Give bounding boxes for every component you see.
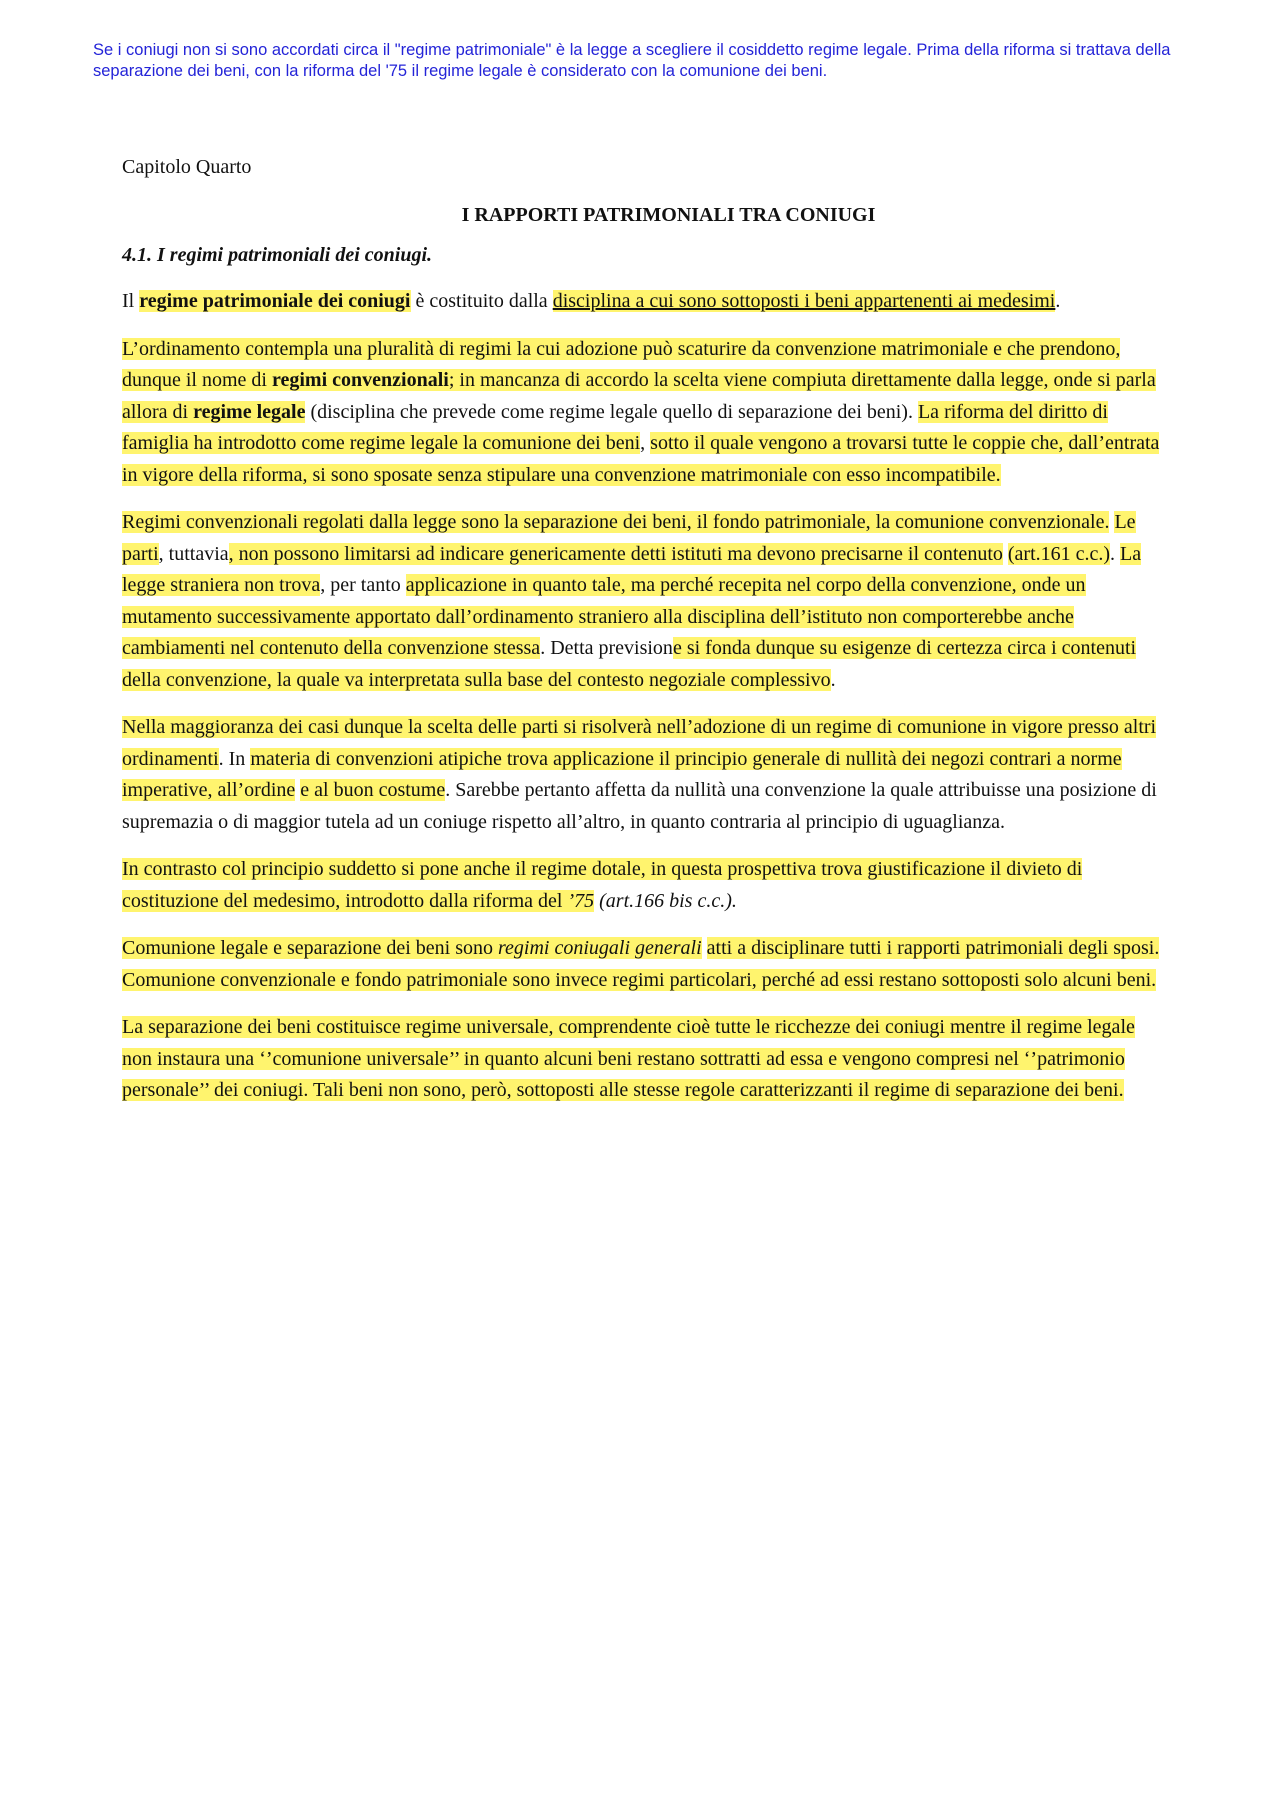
highlighted-text: regime patrimoniale dei coniugi (139, 290, 411, 312)
highlighted-text: applicazione in quanto tale, ma perché recepita nel corpo della convenzione, onde un mutamento successivamente apportato dall’ordinamento straniero alla disciplina dell’istituto non comporterebbe anche cambiamenti nel contenuto della convenzione stessa (122, 574, 1086, 659)
text-run: , per tanto (320, 574, 406, 596)
highlighted-text: disciplina a cui sono sottoposti i beni appartenenti ai medesimi (552, 290, 1056, 312)
highlighted-text: materia di convenzioni atipiche trova applicazione il principio generale di nullità dei negozi contrari a norme imperative, all’ordine (122, 747, 1122, 801)
highlighted-text: e al buon costume (300, 779, 446, 801)
highlighted-text: Comunione legale e separazione dei beni sono (122, 937, 498, 959)
text-run: . (1110, 542, 1121, 565)
highlighted-text: , non possono limitarsi ad indicare genericamente detti istituti ma devono precisarne il contenuto (228, 542, 1003, 565)
highlighted-text: In contrasto col principio suddetto si pone anche il regime dotale, in questa prospettiva trova giustificazione il divieto di costituzione del medesimo, introdotto dalla riforma del (122, 858, 1083, 912)
paragraph-3 (122, 507, 1167, 696)
highlighted-text: Regimi convenzionali regolati dalla legge sono la separazione dei beni, il fondo patrimoniale, la comunione convenzionale. (122, 511, 1110, 533)
text-run: , (640, 432, 651, 454)
text-run: . (1055, 290, 1061, 312)
text-run: Il (122, 290, 140, 312)
paragraphs (122, 286, 1167, 1107)
chapter-title: I RAPPORTI PATRIMONIALI TRA CONIUGI (461, 204, 876, 226)
paragraph-4 (122, 712, 1167, 838)
text-run: . Detta prevision (540, 637, 673, 659)
highlighted-text: Le parti (122, 511, 1136, 565)
highlighted-text: La separazione dei beni costituisce regime universale, comprendente cioè tutte le ricchezze dei coniugi mentre il regime legale non instaura una ‘’comunione universale’’ in quanto alcuni beni restano sottratti ad essa e vengono compresi nel ‘’patrimonio personale’’ dei coniugi. Tali beni non sono, però, sottoposti alle stesse regole caratterizzanti il regime di separazione dei beni. (122, 1016, 1135, 1101)
paragraph-5 (122, 854, 1167, 917)
paragraph-2 (122, 334, 1167, 492)
paragraph-1 (122, 286, 1167, 318)
text-run: . In (218, 747, 251, 770)
paragraph-7 (122, 1012, 1167, 1107)
highlighted-text: La riforma del diritto di famiglia ha introdotto come regime legale la comunione dei beni (122, 400, 1108, 454)
text-run: . Sarebbe pertanto affetta da nullità una convenzione la quale attribuisse una posizione di supremazia o di maggior tutela ad un coniuge rispetto all’altro, in quanto contraria al principio di uguaglianza. (122, 779, 1157, 833)
highlighted-text: Nella maggioranza dei casi dunque la scelta delle parti si risolverà nell’adozione di un regime di comunione in vigore presso altri ordinamenti (122, 716, 1157, 770)
highlighted-text: ; in mancanza di accordo la scelta viene compiuta direttamente dalla legge, onde si parla allora di (122, 369, 1156, 423)
highlighted-text: Comunione convenzionale e fondo patrimoniale sono invece regimi particolari, perché ad essi restano sottoposti solo alcuni beni. (122, 968, 1157, 991)
highlighted-text: regimi convenzionali (271, 369, 449, 391)
text-run: (disciplina che prevede come regime legale quello di separazione dei beni). (305, 400, 918, 423)
chapter-label: Capitolo Quarto (122, 156, 252, 178)
text-run: (art.166 bis c.c.). (594, 889, 737, 912)
highlighted-text: atti a disciplinare tutti i rapporti patrimoniali degli sposi. (706, 937, 1160, 959)
highlighted-text: ’75 (567, 889, 595, 912)
section-heading: 4.1. I regimi patrimoniali dei coniugi. (122, 244, 433, 266)
text-run: , tuttavia (158, 542, 229, 565)
highlighted-text: sotto il quale vengono a trovarsi tutte le coppie che, dall’entrata in vigore della riforma, si sono sposate senza stipulare una convenzione matrimoniale con esso incompatibile. (122, 432, 1160, 486)
highlighted-text: regimi coniugali generali (498, 937, 702, 959)
highlighted-text: (art.161 c.c.) (1007, 542, 1111, 565)
paragraph-6 (122, 933, 1167, 996)
text-run: è costituito dalla (410, 290, 553, 312)
highlighted-text: e si fonda dunque su esigenze di certezza circa i contenuti della convenzione, la quale va interpretata sulla base del contesto negoziale complessivo (122, 637, 1137, 691)
highlighted-text: L’ordinamento contempla una pluralità di regimi la cui adozione può scaturire da convenzione matrimoniale e che prendono, dunque il nome di (122, 337, 1121, 391)
text-run (702, 937, 707, 959)
highlighted-text: La legge straniera non trova (122, 542, 1142, 596)
text-run: . (830, 668, 836, 691)
annotation-note: Se i coniugi non si sono accordati circa il "regime patrimoniale" è la legge a scegliere il cosiddetto regime legale. Prima della riforma si trattava della separazione dei beni, con la riforma del '75 il regime legale è considerato con la comunione dei beni. (93, 41, 1171, 80)
highlighted-text: regime legale (193, 400, 306, 423)
document-body (122, 150, 1167, 1123)
